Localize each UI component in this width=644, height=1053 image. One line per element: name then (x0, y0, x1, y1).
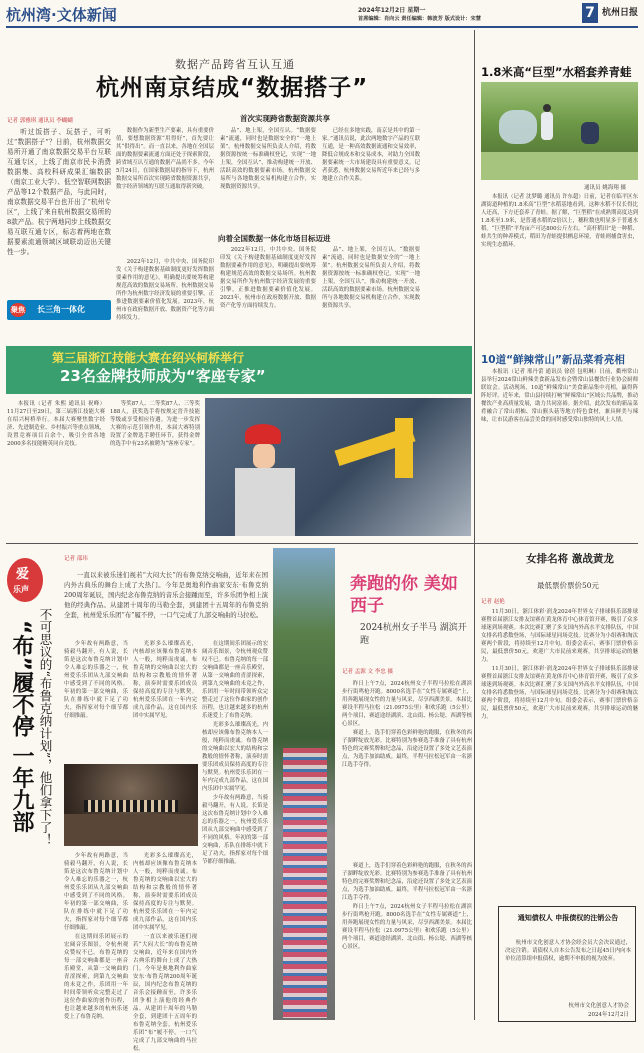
notice-issuer: 杭州市文化创意人才协会 (568, 1003, 629, 1009)
notice-box (498, 906, 636, 1022)
lead-sub2: 向着全国数据一体化市场目标迈进 (218, 234, 331, 243)
music-reporter: 记者 邵玮 (64, 556, 88, 562)
skills-body2 (110, 400, 200, 530)
notice-title: 通知债权人 申报债权的注销公告 (517, 914, 619, 922)
music-col2 (133, 640, 197, 760)
chess-sub: 最低票价票价50元 (536, 581, 600, 590)
photo1-credit: 通讯员 姚海翔 摄 (584, 185, 626, 191)
lead-badge-left: 聚焦 (10, 303, 26, 317)
lead-col3 (220, 127, 316, 223)
music-intro (64, 570, 268, 634)
page-number: 7 (582, 3, 598, 23)
notice-body (505, 939, 631, 995)
music-col2b (133, 852, 197, 1052)
header-date: 2024年12月2日 星期一 (358, 7, 426, 14)
rice-photo (481, 82, 638, 180)
marathon-col2-extra: 昨日上午7点，2024杭州女子半程马拉松在湖滨步行街鸣枪开跑。8000名选手在“女性专属赛道”上，用奔跑展现女性的力量与风采，尽享西湖美景。本届比赛设半程马拉松（21.0975公里）和欢乐跑（5公里）两个项目，赛道途经湖滨、北山街、杨公堤、西湖等核心景区。 (342, 904, 472, 950)
skills-body1 (7, 400, 105, 530)
marathon-col1-text: 昨日上午7点，2024杭州女子半程马拉松在湖滨步行街鸣枪开跑。8000名选手在“女性专属赛道”上，用奔跑展现女性的力量与风采，尽享西湖美景。本届比赛设半程马拉松（21.0975公里）和欢乐跑（5公里）两个项目，赛道途经湖滨、北山街、杨公堤、西湖等核心景区。 (342, 681, 472, 727)
lead-col2 (116, 258, 214, 346)
marathon-col1 (342, 680, 472, 860)
lead-headline: 杭州南京结成“数据搭子” (96, 75, 369, 101)
lead-intro-text: 听过饭搭子、玩搭子，可听过“数据搭子”？日前，杭州数据交易所开通了南京数据交易平台互联互通专区，上线了南京市民卡消费数据集、高校科研成果汇编数据（南京工业大学）、低空智联网数据产品等12个数据产品，与此同时，南京数据交易平台也开出了“杭州专区”，上线了来自杭州数据交易所的8款产品。杭宁两地同步上线数据交易互联互通专区，标志着两地在数据要素流通领域区域联动迈出关键性一步。 (7, 128, 111, 256)
music-badge-bottom: 乐声 (13, 585, 29, 594)
music-col1b (64, 852, 128, 1020)
lead-kicker: 数据产品跨省互认互通 (175, 58, 295, 71)
lead-badge-right: 长三角一体化 (37, 305, 85, 314)
marathon-reporters: 记者 孟源 文 李忠 摄 (342, 669, 393, 675)
chess-body (481, 608, 638, 888)
lead-intro (7, 127, 111, 263)
lead-reporters: 记者 郭雅琪 通讯员 李蝴蝴 (7, 118, 73, 124)
section-title: 杭州湾·文体新闻 (6, 6, 117, 24)
photo1-body-text: 本报讯（记者 沈梦璐 通讯员 许东超）日前，记者在临平区东湖街道种植的1.8米高“巨型”水稻基地看到，这种水稻不仅长得比人还高，下方还套养了青蛙。据了解，“巨型稻”在成熟期高度达到1.8米至1.9米，是普通水稻的2倍以上，穗粒数也明显多于普通水稻。“巨型稻”平均亩产可达800公斤左右。“高杆稻田”是一种稻、蛙共生的种养模式，稻田为青蛙提供栖息环境，青蛙则捕食害虫，实现生态循环。 (481, 194, 638, 248)
music-col3-extra: 光彩多么璀璨高光，内核却应该像布鲁克纳本人一般，纯粹而虔诚。布鲁克纳的交响曲以宏大的结构和宗教般的情怀著称，演奏时需要乐团成员保持高度的专注与默契。杭州爱乐乐团在一年内完成九部作品，这在国内乐团中实属罕见。 (202, 722, 268, 792)
chess-body-text: 11月30日，浙江体彩·润龙2024年世界女子排球俱乐部排球赛暨首届浙江女排友谊赛在黄龙体育中心体育馆开赛，吸引了众多球迷到场观赛。本次比赛汇聚了多支国内外高水平女排队伍，中国女排名将悉数登场，与国际球星同场竞技。比赛分为小组赛和淘汰赛两个阶段，将持续至12月中旬。组委会表示，赛事门票价格亲民，最低票价50元，欢迎广大市民前来观赛，共享排球运动的魅力。 (481, 609, 638, 663)
lead-col4b (322, 246, 420, 344)
music-col3-extra2: 少年故有两路意，当骑毅马翻开，有人说，长笛是这次布鲁克纳计划中令人难忘的乐器之一，杭州爱乐乐团从九部交响曲中感受到了不同的风格。年初的第一部交响曲，乐队在排练中就下足了功夫，指挥家对每个细节都仔细推敲。 (202, 795, 268, 865)
marathon-subheadline: 2024杭州女子半马 湖滨开跑 (360, 623, 467, 646)
navel-body (481, 368, 638, 566)
skills-photo (205, 398, 471, 536)
newspaper-logo: 杭州日报 (602, 8, 639, 18)
marathon-col1-extra: 赛道上，选手们穿着色彩鲜艳的跑服，在秋冬的西子湖畔绽放光彩。比赛特别为参赛选手准备了具有杭州特色的完赛奖牌和纪念品，沿途还设置了多处文艺表演点，为选手加油助威。最终，半程马拉松冠军由一名浙江选手夺得。 (342, 730, 472, 768)
skills-body1-text: 本报讯（记者 朱熙 通讯员 祝峰）11月27日至29日，第三届浙江技能大赛在绍兴柯桥举行。本届大赛聚焦数字经济、先进制造业、乡村振兴等重点领域，设置竞赛项目百余个，吸引全省各地2000多名技能精英同台竞技。 (7, 401, 105, 447)
notice-body-text: 杭州市文化创意人才协会经会员大会决议通过，决定注销。请债权人自本公告发布之日起45日内向本单位清算组申报债权，逾期不申报的视为放弃。 (505, 940, 631, 962)
music-badge (7, 558, 43, 602)
music-col2b-extra: 一直以来被乐迷们视若“大闷大长”的布鲁克纳交响曲，近年来在国内外古典乐的舞台上成了大热门。今年是奥地利作曲家安东·布鲁克纳200周年诞辰，国内纪念布鲁克纳的音乐会接踵而至，许多乐团争相上演他的经典作品。从建团十周年的马勒全套，到建团十五周年的布鲁克纳全套，杭州爱乐乐团“布”履不停，一口气完成了九部交响曲的马拉松。 (133, 934, 197, 1052)
marathon-col2-text: 赛道上，选手们穿着色彩鲜艳的跑服，在秋冬的西子湖畔绽放光彩。比赛特别为参赛选手准备了具有杭州特色的完赛奖牌和纪念品，沿途还设置了多处文艺表演点，为选手加油助威。最终，半程马拉松冠军由一名浙江选手夺得。 (342, 863, 472, 901)
lead-col3-text: 品”、地上架，全国互认。“数据要素”流通，同时也是数据安全的“一地上架”。杭州数据交易所负责人介绍，将数据资源按统一标准确权登记，实现“一地上架，全国互认”，推动构建统一开放、活跃高效的数据要素市场。杭州数据交易所与各地数据交易机构建立合作，实现数据资源共享。 (220, 128, 316, 190)
marathon-photo (273, 548, 335, 1020)
photo1-headline: 1.8米高“巨型”水稻套养青蛙 (481, 65, 632, 79)
lead-col3b (220, 246, 316, 344)
lead-col1-text: 数据作为新型生产要素，具有重要价值，要想数据资源“用得好”，首先要让其“供得出”。而一直以来，各地在全国层面的数据要素流通方面还处于探索阶段，跨省域互认互通的数据产品尚不多。今年5月24日，在国家数据局的指导下，杭州数据交易所首次实现跨省数据资源共享，数字经济领域的互联互通取得新突破。 (116, 128, 214, 190)
music-subtitle: 不可思议的“布鲁克纳计划”，他们拿下了！ (38, 608, 53, 846)
header-rule (6, 26, 638, 28)
vertical-divider-2 (474, 548, 475, 1020)
music-col3-text: 在这期间乐团展示的宏阔音乐图景，令杭州观众赞叹不已。布鲁克纳的每一部交响曲都是一座音乐殿堂，从第一交响曲的青涩探索，到第九交响曲的未竟之作，乐团用一年时间带领听众完整走过了这位作曲家的创作历程，也让越来越多的杭州乐迷爱上了布鲁克纳。 (202, 641, 268, 719)
header-editors: 首席编辑：肖向云 责任编辑：韩波芳 版式设计：宋慧 (358, 16, 481, 22)
marathon-col2 (342, 862, 472, 1020)
vertical-divider (474, 30, 475, 570)
music-col2b-text: 光彩多么璀璨高光，内核却应该像布鲁克纳本人一般，纯粹而虔诚。布鲁克纳的交响曲以宏大的结构和宗教般的情怀著称，演奏时需要乐团成员保持高度的专注与默契。杭州爱乐乐团在一年内完成九部作品，这在国内乐团中实属罕见。 (133, 853, 197, 931)
lead-sub1: 首次实现跨省数据资源共享 (240, 114, 330, 123)
chess-reporter: 记者 赵艳 (481, 599, 505, 605)
lead-col4-text: 已经在多地实践，南京是其中的第一家。”通讯员说，此次两地数字产品的互联互通，是一种高效数据流通和交易效率，降低合规成本和交易成本，对助力全国数据要素统一大市场建设具有重要意义。记者获悉，杭州数据交易所近年来已经与多地建立合作关系。 (322, 128, 420, 182)
music-col3 (202, 640, 268, 1020)
concert-photo (64, 764, 198, 846)
skills-bottom-rule (6, 543, 638, 544)
lead-col2-text: 2022年12月，中共中央、国务院印发《关于构建数据基础制度更好发挥数据要素作用的意见》，明确提出要统筹构建规范高效的数据交易场所。杭州数据交易所作为杭州数字经济发展的重要引擎，正推进数据要素价值化发展。2023年，杭州市在政府数据开放、数据资产化等方面持续发力。 (116, 259, 214, 321)
chess-body-extra: 11月30日，浙江体彩·润龙2024年世界女子排球俱乐部排球赛暨首届浙江女排友谊赛在黄龙体育中心体育馆开赛，吸引了众多球迷到场观赛。本次比赛汇聚了多支国内外高水平女排队伍，中国女排名将悉数登场，与国际球星同场竞技。比赛分为小组赛和淘汰赛两个阶段，将持续至12月中旬。组委会表示，赛事门票价格亲民，最低票价50元，欢迎广大市民前来观赛，共享排球运动的魅力。 (481, 666, 638, 720)
lead-col4 (322, 127, 420, 223)
lead-badge (7, 300, 111, 320)
notice-date: 2024年12月2日 (588, 1012, 629, 1018)
marathon-headline: 奔跑的你 美如西子 (350, 574, 458, 616)
music-badge-top: 爱 (16, 567, 30, 582)
music-headline: “布”履不停 一年九部 (9, 620, 34, 833)
skills-kicker: 第三届浙江技能大赛在绍兴柯桥举行 (52, 351, 245, 365)
chess-headline: 女排名将 激战黄龙 (526, 553, 614, 565)
navel-headline: 10道“鲜辣常山”新品菜肴亮相 (481, 354, 625, 366)
music-col1b-extra: 在这期间乐团展示的宏阔音乐图景，令杭州观众赞叹不已。布鲁克纳的每一部交响曲都是一座音乐殿堂，从第一交响曲的青涩探索，到第九交响曲的未竟之作，乐团用一年时间带领听众完整走过了这位作曲家的创作历程，也让越来越多的杭州乐迷爱上了布鲁克纳。 (64, 934, 128, 1020)
lead-col4b-text: 品”、地上架，全国互认。“数据要素”流通，同时也是数据安全的“一地上架”。杭州数据交易所负责人介绍，将数据资源按统一标准确权登记，实现“一地上架，全国互认”，推动构建统一开放、活跃高效的数据要素市场。杭州数据交易所与各地数据交易机构建立合作，实现数据资源共享。 (322, 247, 420, 309)
navel-body-text: 本报讯（记者 邢丹蕾 通讯员 徐蓓 包明琳）日前，衢州常山县举行2024常山鲜辣美食新品发布会暨常山县餐饮行业协会厨师联谊会。活动现场，10道“鲜辣常山”美食新品集中亮相，赢得阵阵好评。近年来，常山县持续打响“鲜辣常山”区域公共品牌，推动餐饮产业高质量发展，助力共同富裕。据介绍，此次发布的新品菜肴融合了常山胡柚、常山猴头菇等地方特色食材，兼具鲜美与辣味，让市民游客在品尝美食的同时感受常山独特的风土人情。 (481, 369, 638, 423)
music-intro-text: 一直以来被乐迷们视若“大闷大长”的布鲁克纳交响曲，近年来在国内外古典乐的舞台上成了大热门。今年是奥地利作曲家安东·布鲁克纳200周年诞辰，国内纪念布鲁克纳的音乐会接踵而至，许多乐团争相上演他的经典作品。从建团十周年的马勒全套，到建团十五周年的布鲁克纳全套，杭州爱乐乐团“布”履不停，一口气完成了九部交响曲的马拉松。 (64, 571, 268, 619)
photo1-body (481, 193, 638, 343)
music-col1-text: 少年故有两路意，当骑毅马翻开，有人说，长笛是这次布鲁克纳计划中令人难忘的乐器之一，杭州爱乐乐团从九部交响曲中感受到了不同的风格。年初的第一部交响曲，乐队在排练中就下足了功夫，指挥家对每个细节都仔细推敲。 (64, 641, 128, 719)
music-col1 (64, 640, 128, 760)
music-col1b-text: 少年故有两路意，当骑毅马翻开，有人说，长笛是这次布鲁克纳计划中令人难忘的乐器之一，杭州爱乐乐团从九部交响曲中感受到了不同的风格。年初的第一部交响曲，乐队在排练中就下足了功夫，指挥家对每个细节都仔细推敲。 (64, 853, 128, 931)
skills-headline: 23名金牌技师成为“客座专家” (60, 367, 266, 385)
lead-col3b-text: 2022年12月，中共中央、国务院印发《关于构建数据基础制度更好发挥数据要素作用的意见》，明确提出要统筹构建规范高效的数据交易场所。杭州数据交易所作为杭州数字经济发展的重要引擎，正推进数据要素价值化发展。2023年，杭州市在政府数据开放、数据资产化等方面持续发力。 (220, 247, 316, 309)
music-col2-text: 光彩多么璀璨高光，内核却应该像布鲁克纳本人一般，纯粹而虔诚。布鲁克纳的交响曲以宏大的结构和宗教般的情怀著称，演奏时需要乐团成员保持高度的专注与默契。杭州爱乐乐团在一年内完成九部作品，这在国内乐团中实属罕见。 (133, 641, 197, 719)
skills-body2-text: 等奖87人、二等奖87人、三等奖188人，获奖选手将按规定晋升技能等级或享受相应待遇。为进一步发挥大赛的示范引领作用，本届大赛特别设置了金牌选手聘任环节，获得金牌的选手中有23名被聘为“客座专家”。 (110, 401, 200, 447)
